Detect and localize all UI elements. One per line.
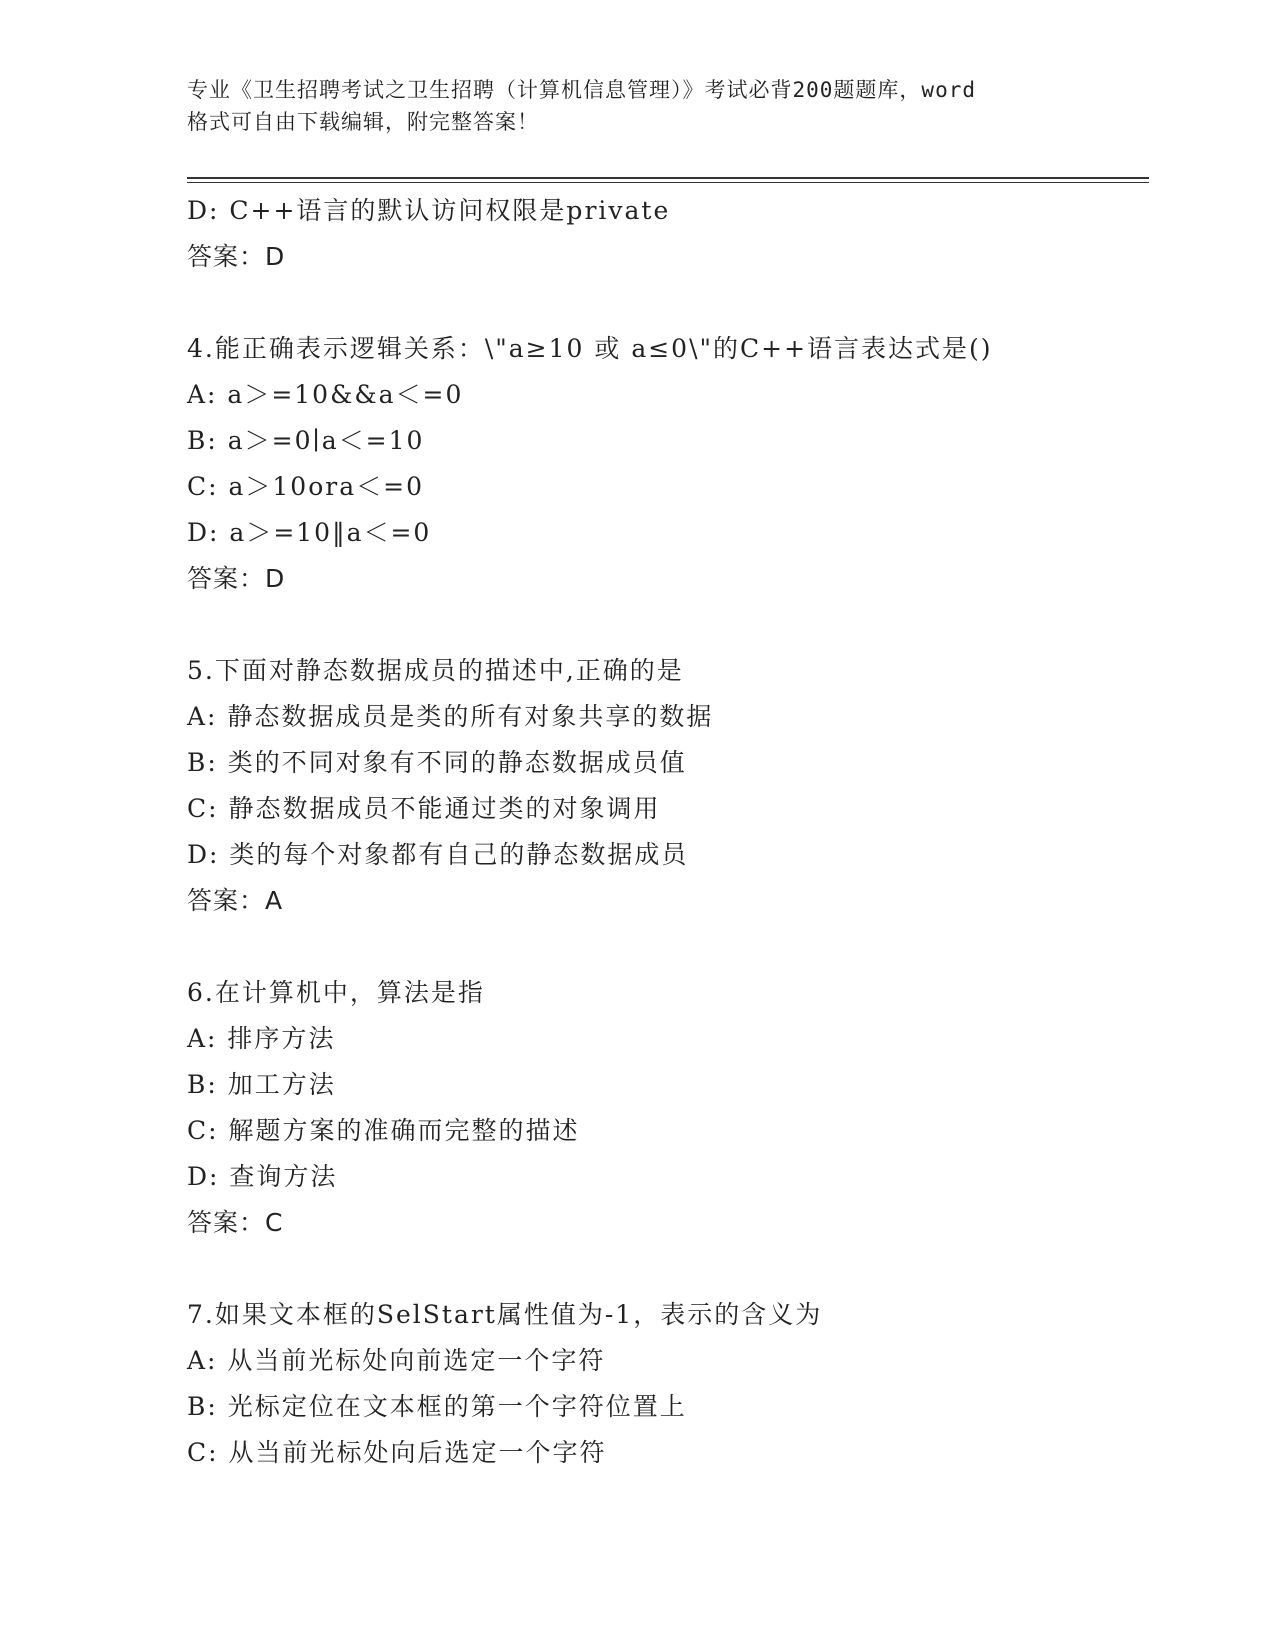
header-title-line-2: 格式可自由下载编辑，附完整答案！ (187, 110, 539, 134)
q6-answer: 答案：C (187, 1208, 284, 1237)
q5-option-a: A: 静态数据成员是类的所有对象共享的数据 (187, 702, 714, 731)
spacer (187, 924, 1147, 970)
q4-answer: 答案：D (187, 564, 286, 593)
q5-option-d: D: 类的每个对象都有自己的静态数据成员 (187, 840, 689, 869)
q4-question: 4.能正确表示逻辑关系：\"a≥10 或 a≤0\"的C++语言表达式是() (187, 334, 993, 363)
q4-option-a: A: a＞=10&&a＜=0 (187, 380, 464, 409)
question-list (187, 188, 1147, 1476)
header-title-line-1: 专业《卫生招聘考试之卫生招聘（计算机信息管理）》考试必背200题题库，word (187, 78, 976, 102)
q5-answer: 答案：A (187, 886, 284, 915)
q7-option-c: C: 从当前光标处向后选定一个字符 (187, 1438, 607, 1467)
q7-option-b: B: 光标定位在文本框的第一个字符位置上 (187, 1392, 687, 1421)
document-header (187, 74, 1087, 138)
q7-option-a: A: 从当前光标处向前选定一个字符 (187, 1346, 606, 1375)
header-divider (187, 177, 1149, 179)
q7-question: 7.如果文本框的SelStart属性值为-1，表示的含义为 (187, 1300, 823, 1329)
q3-answer: 答案：D (187, 242, 286, 271)
spacer (187, 280, 1147, 326)
q6-option-a: A: 排序方法 (187, 1024, 336, 1053)
spacer (187, 602, 1147, 648)
q5-option-c: C: 静态数据成员不能通过类的对象调用 (187, 794, 661, 823)
q5-option-b: B: 类的不同对象有不同的静态数据成员值 (187, 748, 687, 777)
q6-option-b: B: 加工方法 (187, 1070, 336, 1099)
q4-option-c: C: a＞10ora＜=0 (187, 472, 424, 501)
spacer (187, 1246, 1147, 1292)
q4-option-d: D: a＞=10‖a＜=0 (187, 518, 432, 547)
q6-option-c: C: 解题方案的准确而完整的描述 (187, 1116, 580, 1145)
q6-option-d: D: 查询方法 (187, 1162, 338, 1191)
header-divider-secondary (187, 182, 1149, 183)
q3-option-d: D: C++语言的默认访问权限是private (187, 196, 671, 225)
q5-question: 5.下面对静态数据成员的描述中,正确的是 (187, 656, 684, 685)
q4-option-b: B: a＞=0∣a＜=10 (187, 426, 425, 455)
q6-question: 6.在计算机中，算法是指 (187, 978, 485, 1007)
